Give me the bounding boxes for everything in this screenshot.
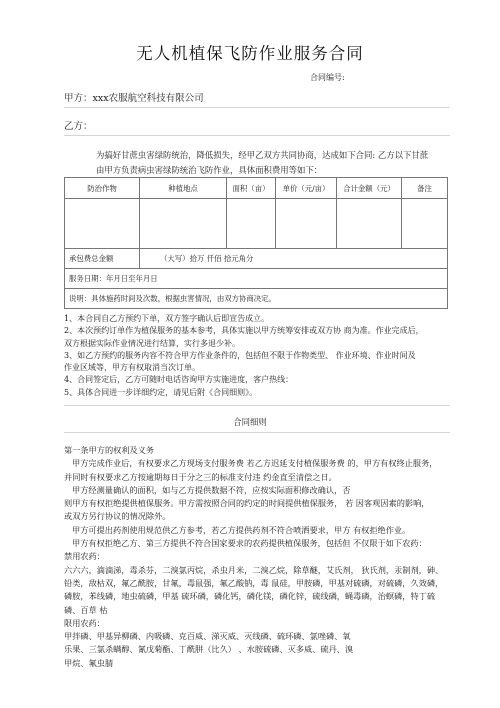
table-header-cell: 合计金额（元） bbox=[337, 178, 402, 199]
total-amount-label: 承包费总金额 bbox=[65, 249, 140, 269]
table-cell bbox=[402, 199, 448, 249]
party-b-line: 乙方： bbox=[64, 121, 93, 132]
party-a-line: 甲方：xxx农服航空科技有限公司 bbox=[64, 93, 204, 104]
table-header-cell: 备注 bbox=[402, 178, 448, 199]
detail-line: 甲方可提出药剂使用规范供乙方参考，若乙方提供药剂不符合喷洒要求，甲方 有权拒绝作业。 bbox=[72, 524, 411, 535]
purpose-paragraph: 为搞好甘蔗虫害绿防统治，降低损失，经甲乙双方共同协商，达成如下合同: 乙方以下甘蔗由甲方负责病虫害绿防统治飞防作业，具体面积费用等如下： bbox=[96, 150, 429, 175]
detail-line: 并同时有权要求乙方按逾期每日于分之三的标准支付违 约金直至清偿之日。 bbox=[64, 471, 337, 482]
detail-line: 禁用农药： bbox=[64, 551, 105, 562]
detail-line: 甲方完成作业后，有权要求乙方现场支付服务费 若乙方迟延支付植保服务费 的，甲方有权终止服务， bbox=[72, 458, 438, 469]
divider bbox=[64, 432, 450, 433]
term-line: 3、如乙方预约的服务内容不符合甲方作业条件的，包括但不限于作物类型、 作业环境、作业时间及 bbox=[64, 350, 416, 360]
detail-line: 甲烷、氟虫腈 bbox=[64, 657, 114, 668]
detail-line: 甲方经测量确认的面积，如与乙方提供数据不符，应按实际面积修改确认，否 bbox=[72, 484, 351, 495]
table-cell bbox=[227, 199, 276, 249]
service-date-row bbox=[65, 269, 448, 289]
detail-line: 乐果、三氯杀螨醇、氰戊菊酯、丁酰肼（比久） 、水胺硫磷、灭多威、硫丹、溴 bbox=[64, 644, 354, 655]
term-line: 2、本次预约订单作为植保服务的基本参考，具体实施以甲方统筹安排或双方协 商为准。作业完成后， bbox=[64, 326, 424, 336]
detail-line: 铅类，敌枯双，氟乙酰胺，甘氟，毒鼠强，氟乙酸钠，毒 鼠硅，甲胺磷，甲基对硫磷，对硫磷，久效磷， bbox=[64, 577, 444, 588]
term-line: 1、本合同自乙方预约下单，双方签字确认后即宣告成立。 bbox=[64, 314, 270, 323]
note-cell: 说明：具体施药时间及次数，根据虫害情况，由双方协商决定。 bbox=[65, 289, 448, 309]
table-cell bbox=[140, 199, 227, 249]
detail-line: 磷胺，苯线磷，地虫硫磷，甲基 硫环磷，磷化钙，磷化镁，磷化锌，硫线磷，蝇毒磷，治螟磷，特丁硫 bbox=[64, 591, 436, 602]
contract-terms bbox=[64, 313, 454, 399]
service-fee-table bbox=[64, 177, 448, 309]
table-cell bbox=[65, 199, 140, 249]
term-line: 作业区域等，甲方有权取消当次订单。 bbox=[64, 363, 200, 373]
divider bbox=[64, 107, 450, 108]
note-row bbox=[65, 289, 448, 309]
detail-line: 限用农药： bbox=[64, 617, 105, 628]
detail-line: 第一条甲方的权利及义务 bbox=[64, 445, 155, 455]
table-header-cell: 防治作物 bbox=[65, 178, 140, 199]
detail-line: 甲拌磷、甲基异柳磷、内吸磷、克百威、涕灭威、灭线磷、硫环磷、氯唑磷、氧 bbox=[64, 631, 351, 642]
contract-number-label: 合同编号: bbox=[310, 73, 345, 82]
contract-detail-body bbox=[64, 444, 456, 670]
detail-line: 六六六，滴滴涕，毒杀芬，二溴氯丙烷，杀虫月米，二溴乙烷，除草醚，艾氏剂， 狄氏剂，汞制剂，砷、 bbox=[64, 564, 444, 575]
divider bbox=[64, 405, 450, 406]
table-header-cell: 单价（元/亩） bbox=[276, 178, 337, 199]
table-row bbox=[65, 199, 448, 249]
detail-line: 或双方另行协议的情况除外。 bbox=[64, 511, 171, 522]
table-header-cell: 面积（亩） bbox=[227, 178, 276, 199]
table-cell bbox=[276, 199, 337, 249]
term-line: 双方根据实际作业情况进行结算，实行多退少补。 bbox=[64, 338, 240, 348]
detail-line: 甲方有权拒绝乙方、第三方提供不符合国家要求的农药提供植保服务，包括但 不仅限于如下农药： bbox=[72, 538, 427, 549]
detail-section-title: 合同细则 bbox=[233, 417, 267, 427]
term-line: 5、具体合同进一步详细约定，请见后附《合同细则》。 bbox=[64, 387, 258, 397]
term-line: 4、合同签定后，乙方可随时电话咨询甲方实施进度，客户热线： bbox=[64, 375, 294, 385]
document-title: 无人机植保飞防作业服务合同 bbox=[136, 44, 364, 63]
total-amount-value: （大写）拾万 仟佰 拾元角分 bbox=[140, 249, 448, 269]
detail-line: 则甲方有权拒绝提供植保服务。甲方需按照合同的约定的时间提供植保服务， 若 因客观因素的影响， bbox=[64, 498, 430, 509]
table-cell bbox=[337, 199, 402, 249]
table-header-row bbox=[65, 178, 448, 199]
total-amount-row bbox=[65, 249, 448, 269]
service-date-cell: 服务日期：年月日至年月日 bbox=[65, 269, 448, 289]
detail-line: 磷、百草 枯 bbox=[64, 604, 108, 615]
divider bbox=[64, 135, 450, 136]
table-header-cell: 种植地点 bbox=[140, 178, 227, 199]
